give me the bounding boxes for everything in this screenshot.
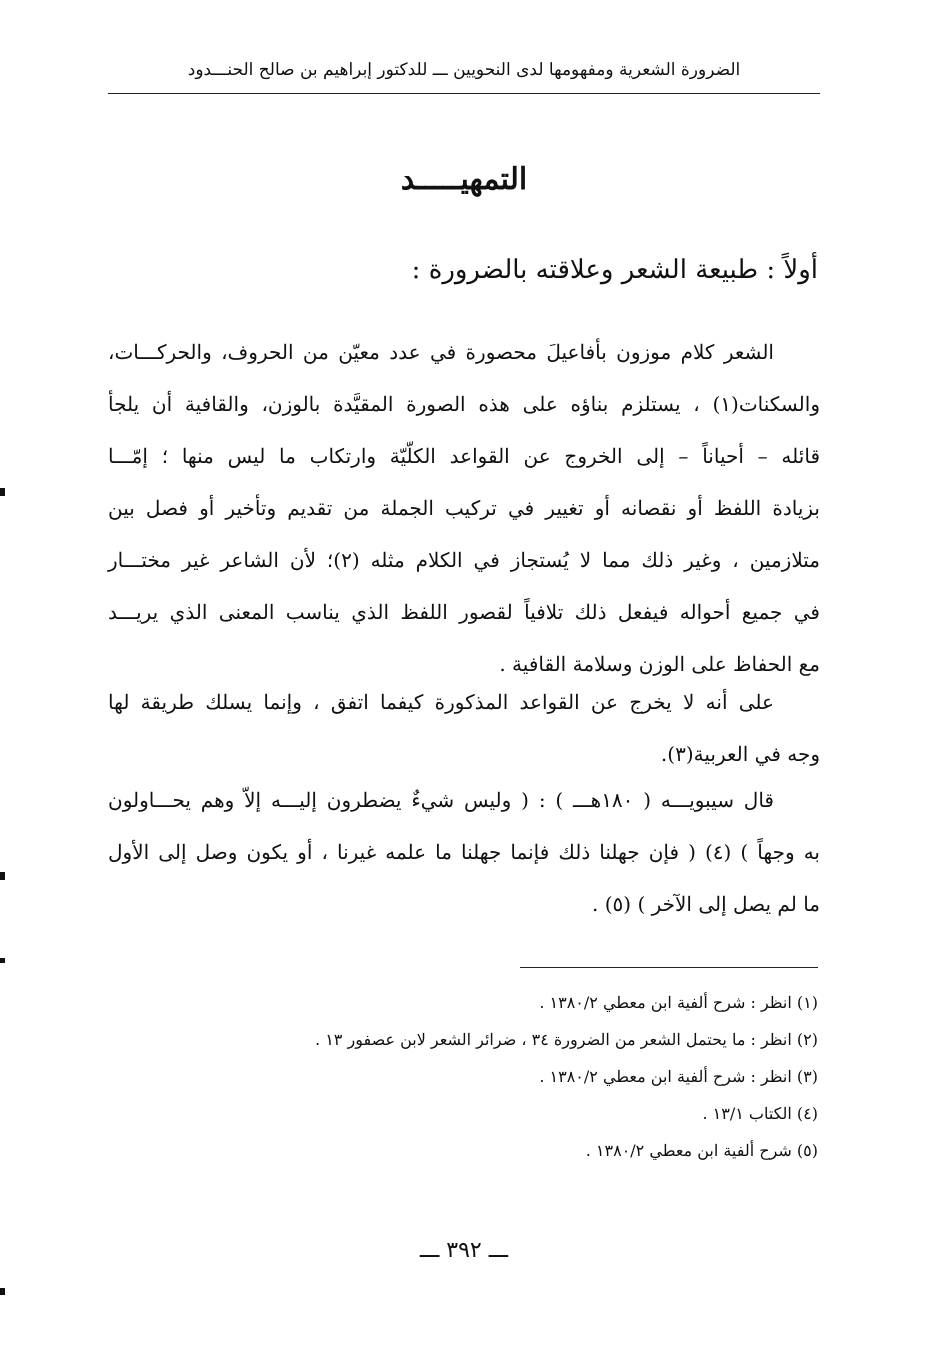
footnote-3: (٣) انظر : شرح ألفية ابن معطي ١٣٨٠/٢ . xyxy=(539,1067,818,1086)
paragraph-2 xyxy=(108,676,820,780)
paragraph-3 xyxy=(108,774,820,930)
paragraph-line: قائله – أحياناً – إلى الخروج عن القواعد الكلّيّة وارتكاب ما ليس منها ؛ إمّـــا xyxy=(108,444,820,468)
paragraph-line: قال سيبويـــه ( ١٨٠هـــ ) : ( وليس شيءٌ يضطرون إليـــه إلاّ وهم يحـــاولون xyxy=(108,788,774,812)
paragraph-line: متلازمين ، وغير ذلك مما لا يُستجاز في الكلام مثله (٢)؛ لأن الشاعر غير مختـــار xyxy=(108,548,821,572)
footnote-rule xyxy=(520,967,818,968)
scan-mark xyxy=(0,872,5,880)
footnote-1: (١) انظر : شرح ألفية ابن معطي ١٣٨٠/٢ . xyxy=(539,993,818,1012)
footnotes xyxy=(98,984,818,1169)
paragraph-line: الشعر كلام موزون بأفاعيلَ محصورة في عدد معيّن من الحروف، والحركـــات، xyxy=(108,340,774,364)
subheading: أولاً : طبيعة الشعر وعلاقته بالضرورة : xyxy=(411,255,818,285)
scan-mark xyxy=(0,1288,5,1295)
paragraph-line: ما لم يصل إلى الآخر ) (٥) . xyxy=(592,892,820,916)
running-header: الضرورة الشعرية ومفهومها لدى النحويين ـــ للدكتور إبراهيم بن صالح الحنـــدود xyxy=(187,60,741,80)
paragraph-line: به وجهاً ) (٤) ( فإن جهلنا ذلك فإنما جهلنا ما علمه غيرنا ، أو يكون وصل إلى الأول xyxy=(108,840,820,864)
section-title xyxy=(0,162,928,197)
page-number: ـــ ٣٩٢ ـــ xyxy=(419,1238,509,1263)
paragraph-line: على أنه لا يخرج عن القواعد المذكورة كيفما اتفق ، وإنما يسلك طريقة لها xyxy=(108,690,774,714)
paragraph-line: والسكنات(١) ، يستلزم بناؤه على هذه الصورة المقيَّدة بالوزن، والقافية أن يلجأ xyxy=(108,392,820,416)
footnote-4: (٤) الكتاب ١٣/١ . xyxy=(702,1104,818,1123)
paragraph-line: في جميع أحواله فيفعل ذلك تلافياً لقصور اللفظ الذي يناسب المعنى الذي يريـــد xyxy=(108,600,820,624)
footnote-5: (٥) شرح ألفية ابن معطي ١٣٨٠/٢ . xyxy=(585,1141,818,1160)
paragraph-line: مع الحفاظ على الوزن وسلامة القافية . xyxy=(499,652,820,676)
scan-mark xyxy=(0,958,5,963)
footnote-2: (٢) انظر : ما يحتمل الشعر من الضرورة ٣٤ ، ضرائر الشعر لابن عصفور ١٣ . xyxy=(315,1030,818,1049)
section-title-text: التمهيـــــد xyxy=(400,162,528,197)
paragraph-line: وجه في العربية(٣). xyxy=(660,742,820,766)
paragraph-line: بزيادة اللفظ أو نقصانه أو تغيير في تركيب الجملة من تقديم وتأخير أو فصل بين xyxy=(108,496,820,520)
scan-mark xyxy=(0,488,5,496)
header-rule xyxy=(108,93,820,94)
paragraph-1 xyxy=(108,326,820,690)
